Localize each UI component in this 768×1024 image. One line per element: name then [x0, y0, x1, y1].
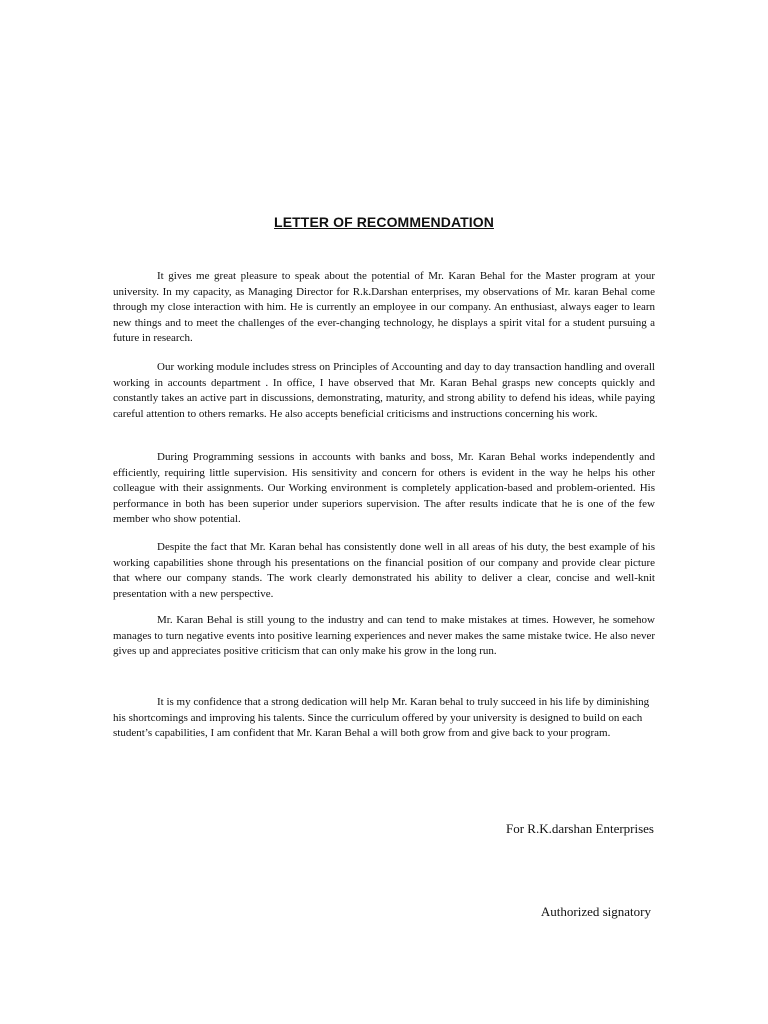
paragraph-text: Despite the fact that Mr. Karan behal has consistently done well in all areas of his duty, the best example of his working capabilities shone through his presentations on the financial position of our company and provide clear picture that where our company stands. The work clearly demonstrated his ability to deliver a clear, concise and well-knit presentation with a new perspective. [113, 541, 655, 600]
paragraph-2 [113, 360, 655, 422]
paragraph-6 [113, 695, 655, 742]
signature-title: Authorized signatory [540, 904, 651, 919]
paragraph-text: Our working module includes stress on Principles of Accounting and day to day transaction handling and overall working in accounts department . In office, I have observed that Mr. Karan Behal grasps new concepts quickly and constantly takes an active part in discussions, demonstrating, maturity, and strong ability to defend his ideas, while paying careful attention to others remarks. He also accepts beneficial criticisms and instructions concerning his work. [113, 361, 655, 420]
paragraph-3 [113, 450, 655, 528]
letter-title: LETTER OF RECOMMENDATION [274, 214, 494, 230]
paragraph-text: It gives me great pleasure to speak about the potential of Mr. Karan Behal for the Master program at your university. In my capacity, as Managing Director for R.k.Darshan enterprises, my observations of Mr. karan Behal come through my close interaction with him. He is currently an employee in our company. An enthusiast, always eager to learn new things and to meet the challenges of the ever-changing technology, he displays a spirit vital for a student pursuing a future in research. [113, 270, 655, 344]
signature-company: For R.K.darshan Enterprises [505, 821, 654, 836]
paragraph-text: During Programming sessions in accounts with banks and boss, Mr. Karan Behal works independently and efficiently, requiring little supervision. His sensitivity and concern for others is evident in the way he helps his other colleague with their assignments. Our Working environment is completely application-based and problem-oriented. His performance in both has been superior under superiors supervision. The after results indicate that he is one of the few member who show potential. [113, 451, 655, 525]
paragraph-5 [113, 613, 655, 660]
paragraph-text: Mr. Karan Behal is still young to the industry and can tend to make mistakes at times. However, he somehow manages to turn negative events into positive learning experiences and never makes the same mistake twice. He also never gives up and appreciates positive criticism that can only make his grow in the long run. [113, 614, 655, 657]
paragraph-1 [113, 269, 655, 347]
paragraph-4 [113, 540, 655, 602]
paragraph-text: It is my confidence that a strong dedication will help Mr. Karan behal to truly succeed in his life by diminishing his shortcomings and improving his talents. Since the curriculum offered by your university is designed to build on each student’s capabilities, I am confident that Mr. Karan Behal a will both grow from and give back to your program. [113, 696, 650, 739]
